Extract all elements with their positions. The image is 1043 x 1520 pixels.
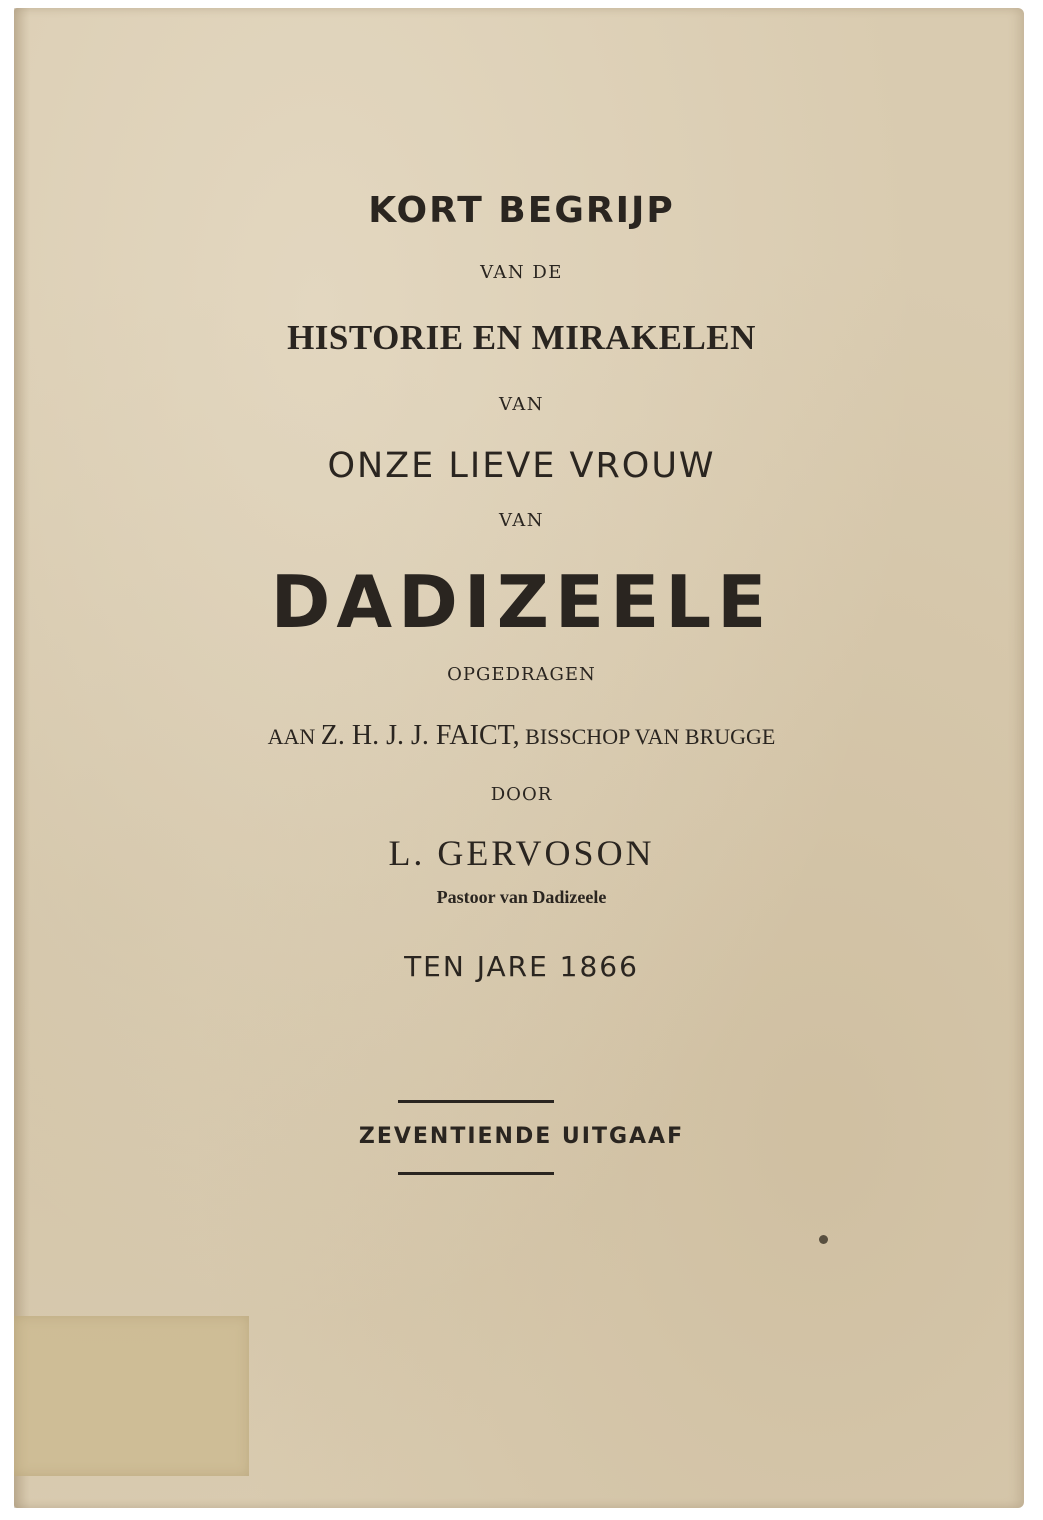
dedication-aan: AAN: [267, 724, 316, 749]
dedication-name: Z. H. J. J. FAICT,: [320, 720, 520, 751]
year-line: TEN JARE 1866: [404, 950, 639, 983]
author-role: Pastoor van Dadizeele: [436, 887, 607, 907]
divider-bottom: [398, 1172, 554, 1175]
title-line-1: KORT BEGRIJP: [368, 190, 675, 231]
author-name: L. GERVOSON: [388, 833, 655, 873]
connector-van-de: VAN DE: [480, 262, 563, 283]
dedication-title: BISSCHOP VAN BRUGGE: [525, 724, 776, 749]
connector-van-2: VAN: [498, 510, 545, 531]
door-label: DOOR: [490, 784, 553, 805]
dedication-label: OPGEDRAGEN: [447, 664, 596, 685]
title-line-2: HISTORIE EN MIRAKELEN: [287, 318, 756, 357]
title-main-dadizeele: DADIZEELE: [270, 560, 773, 644]
library-label-sticker: [14, 1316, 249, 1476]
ink-spot: [819, 1235, 828, 1244]
dedication-line: [0, 720, 1043, 752]
edition-label: ZEVENTIENDE UITGAAF: [358, 1124, 685, 1149]
title-line-3: ONZE LIEVE VROUW: [327, 446, 716, 486]
spine-edge: [14, 8, 30, 1508]
book-cover: [14, 8, 1024, 1508]
divider-top: [398, 1100, 554, 1103]
connector-van-1: VAN: [498, 394, 545, 415]
